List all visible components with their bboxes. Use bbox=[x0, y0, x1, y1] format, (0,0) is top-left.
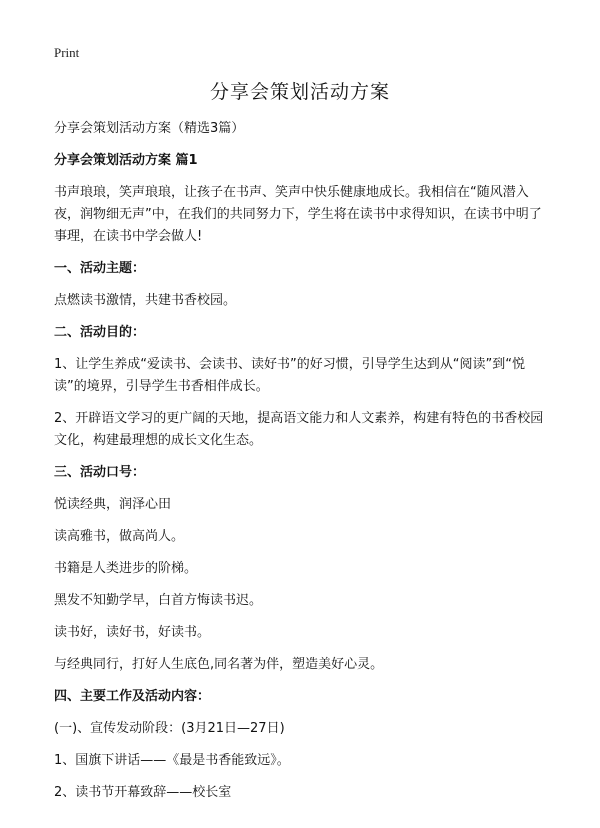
slogan-item: 悦读经典，润泽心田 bbox=[54, 497, 172, 512]
phase-item: (一)、宣传发动阶段：(3月21日—27日) bbox=[54, 721, 285, 736]
document-subtitle: 分享会策划活动方案（精选3篇） bbox=[54, 121, 245, 136]
work-item-2: 2、读书节开幕致辞——校长室 bbox=[54, 785, 232, 800]
theme-heading: 一、活动主题： bbox=[54, 261, 146, 276]
theme-text: 点燃读书激情，共建书香校园。 bbox=[54, 293, 237, 308]
work-item-1: 1、国旗下讲话——《最是书香能致远》。 bbox=[54, 753, 290, 768]
work-heading: 四、主要工作及活动内容： bbox=[54, 689, 211, 704]
print-label[interactable]: Print bbox=[54, 45, 80, 60]
purpose-item-2: 2、开辟语文学习的更广阔的天地，提高语文能力和人文素养，构建有特色的书香校园文化，构建最理想的成长文化生态。 bbox=[54, 411, 544, 448]
slogan-item: 读高雅书，做高尚人。 bbox=[54, 529, 185, 544]
slogan-item: 读书好，读好书，好读书。 bbox=[54, 625, 211, 640]
slogan-item: 黑发不知勤学早，白首方悔读书迟。 bbox=[54, 593, 263, 608]
purpose-item-1: 1、让学生养成“爱读书、会读书、读好书”的好习惯，引导学生达到从“阅读”到“悦读”的境界，引导学生书香相伴成长。 bbox=[54, 357, 525, 394]
slogan-item: 与经典同行，打好人生底色,同名著为伴，塑造美好心灵。 bbox=[54, 657, 384, 672]
purpose-heading: 二、活动目的： bbox=[54, 325, 146, 340]
document-body bbox=[54, 118, 554, 804]
slogan-heading: 三、活动口号： bbox=[54, 465, 146, 480]
document-title: 分享会策划活动方案 bbox=[209, 81, 390, 103]
slogan-item: 书籍是人类进步的阶梯。 bbox=[54, 561, 198, 576]
intro-paragraph: 书声琅琅，笑声琅琅，让孩子在书声、笑声中快乐健康地成长。我相信在“随风潜入夜，润物细无声”中，在我们的共同努力下，学生将在读书中求得知识，在读书中明了事理，在读书中学会做人! bbox=[54, 185, 542, 244]
section-title: 分享会策划活动方案 篇1 bbox=[54, 153, 198, 168]
